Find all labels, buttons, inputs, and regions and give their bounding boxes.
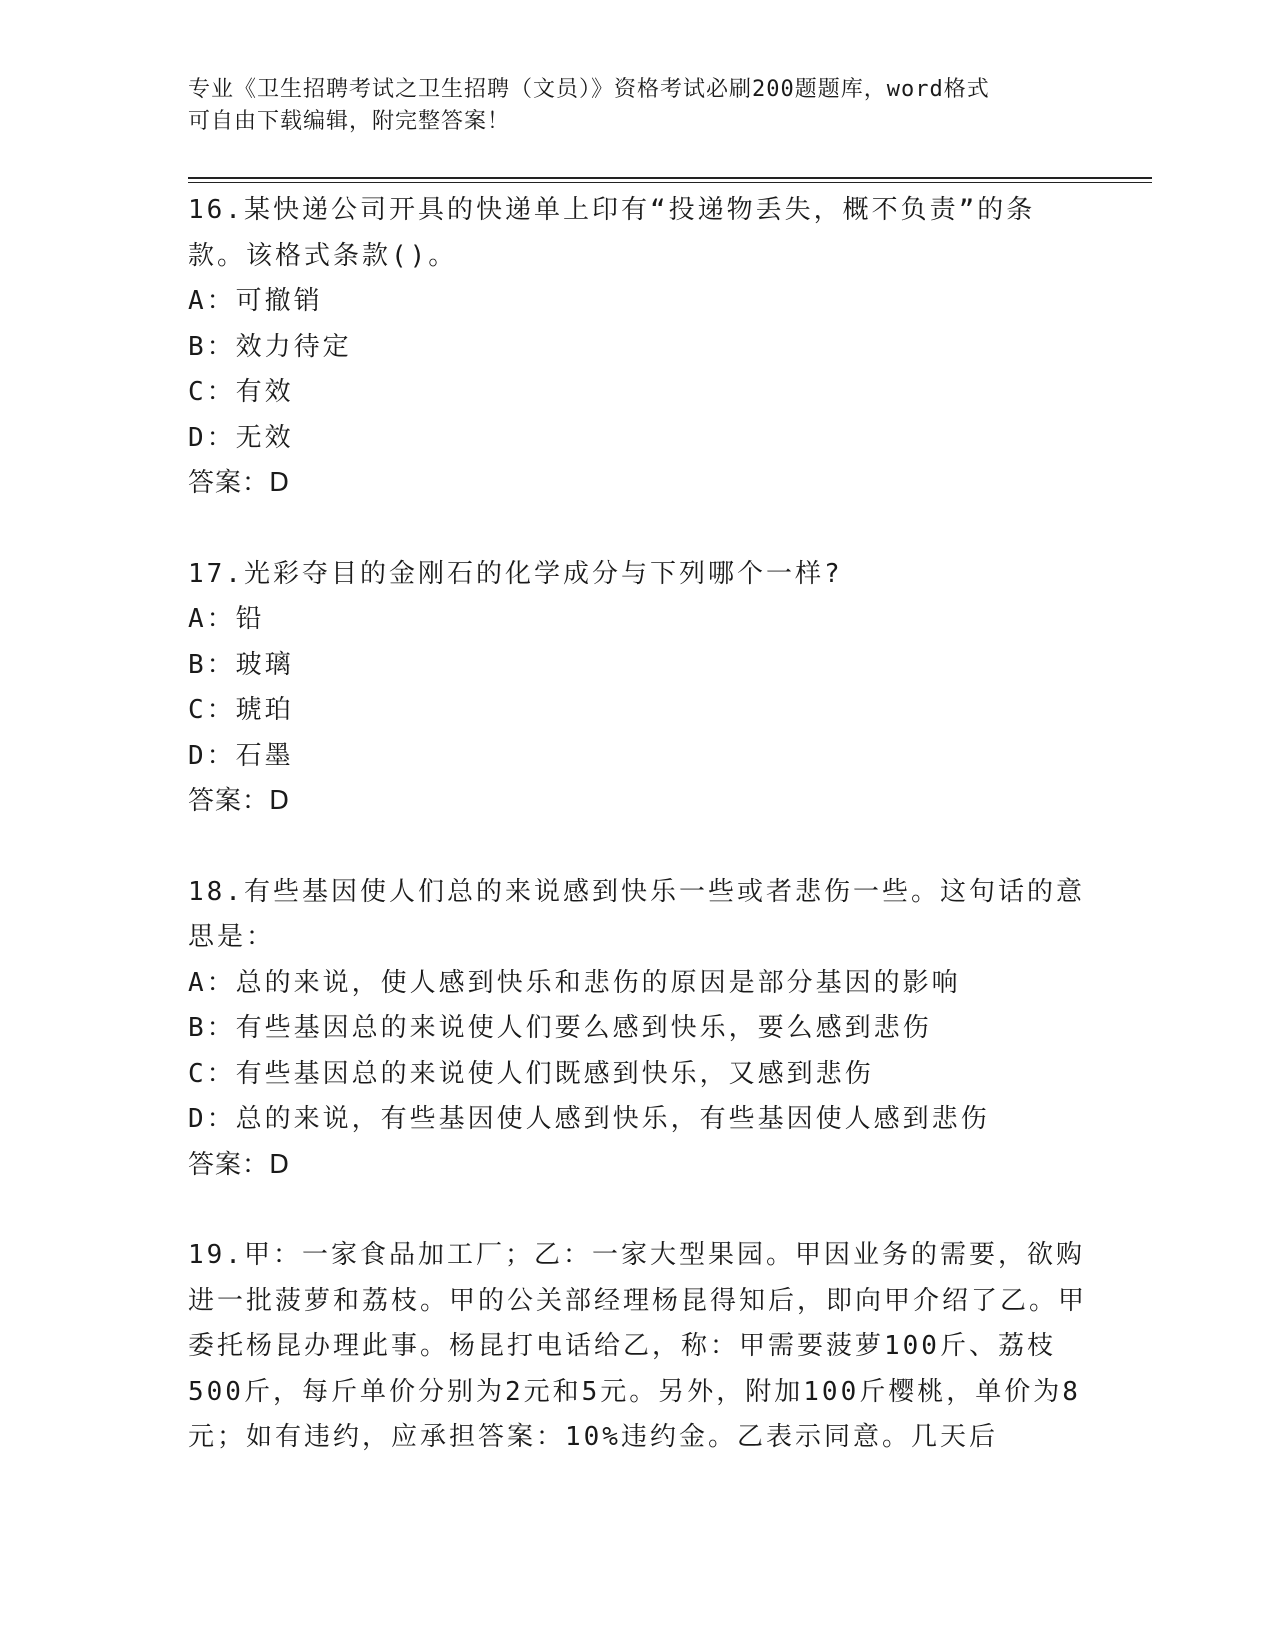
header-line-2: 可自由下载编辑，附完整答案！ (188, 109, 511, 134)
question-16 (188, 188, 1088, 507)
question-stem: 19.甲：一家食品加工厂；乙：一家大型果园。甲因业务的需要，欲购进一批菠萝和荔枝。甲的公关部经理杨昆得知后，即向甲介绍了乙。甲委托杨昆办理此事。杨昆打电话给乙，称：甲需要菠萝100斤、荔枝500斤，每斤单价分别为2元和5元。另外，附加100斤樱桃，单价为8元；如有违约，应承担答案：10%违约金。乙表示同意。几天后 (188, 1240, 1088, 1452)
answer-line: 答案：D (188, 1149, 291, 1180)
option-b: B：有些基因总的来说使人们要么感到快乐，要么感到悲伤 (188, 1013, 932, 1043)
question-stem: 17.光彩夺目的金刚石的化学成分与下列哪个一样? (188, 558, 843, 589)
option-a: A：可撤销 (188, 286, 323, 316)
header-line-1: 专业《卫生招聘考试之卫生招聘（文员）》资格考试必刷200题题库，word格式 (188, 77, 990, 102)
document-header (188, 74, 1088, 138)
option-b: B：效力待定 (188, 331, 352, 362)
question-19 (188, 1233, 1088, 1461)
option-b: B：玻璃 (188, 649, 294, 680)
question-stem: 16.某快递公司开具的快递单上印有“投递物丢失，概不负责”的条款。该格式条款()。 (188, 195, 1036, 271)
question-17 (188, 552, 1088, 825)
option-c: C：琥珀 (188, 695, 294, 725)
answer-line: 答案：D (188, 786, 291, 816)
answer-line: 答案：D (188, 468, 291, 498)
header-divider-thin (188, 182, 1152, 183)
question-list (188, 188, 1088, 1506)
option-c: C：有些基因总的来说使人们既感到快乐，又感到悲伤 (188, 1058, 874, 1089)
question-stem: 18.有些基因使人们总的来说感到快乐一些或者悲伤一些。这句话的意思是： (188, 876, 1085, 952)
header-divider-thick (188, 177, 1152, 179)
option-d: D：无效 (188, 422, 294, 453)
option-a: A：总的来说，使人感到快乐和悲伤的原因是部分基因的影响 (188, 967, 961, 998)
question-18 (188, 870, 1088, 1189)
option-a: A：铅 (188, 604, 265, 634)
option-c: C：有效 (188, 377, 294, 407)
option-d: D：石墨 (188, 740, 294, 771)
option-d: D：总的来说，有些基因使人感到快乐，有些基因使人感到悲伤 (188, 1104, 990, 1134)
